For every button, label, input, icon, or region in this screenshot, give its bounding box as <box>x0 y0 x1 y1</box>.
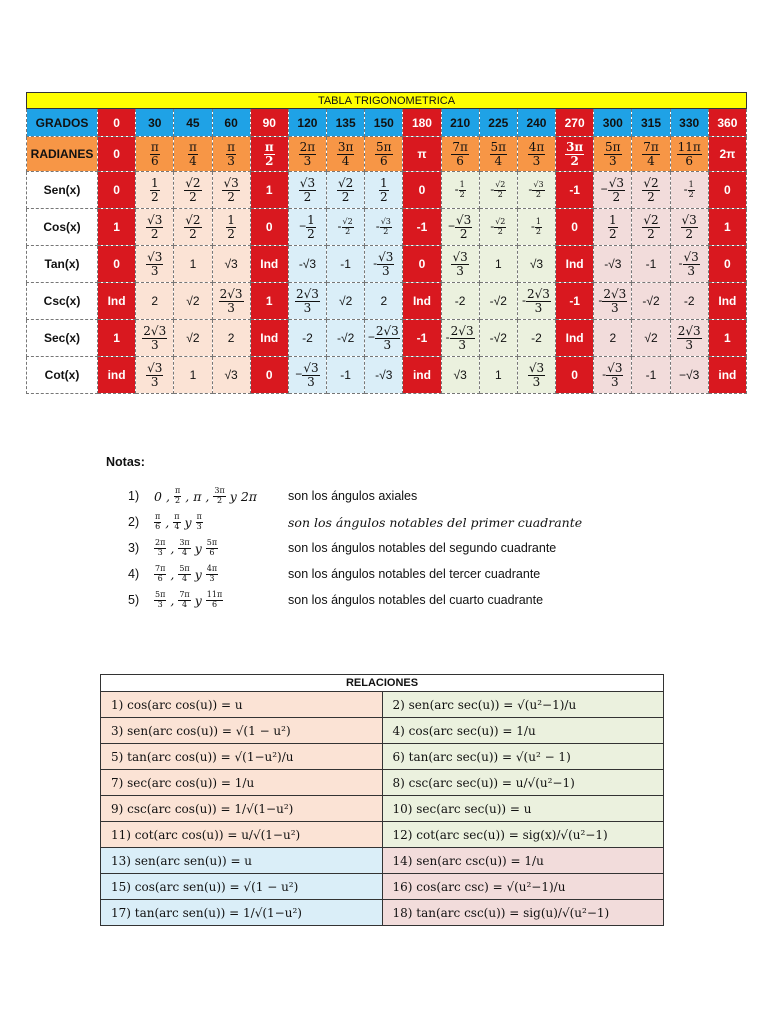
trig-value-cell: Ind <box>98 283 136 320</box>
relation-row <box>101 796 664 822</box>
trig-value-cell: ind <box>403 357 441 394</box>
grados-cell: 90 <box>250 109 288 137</box>
relation-formula: 6) tan(arc sec(u)) = √(u² − 1) <box>382 744 664 770</box>
trig-row-label: Cot(x) <box>27 357 98 394</box>
trig-value-cell: $\frac{2√3}{3}$ <box>288 283 326 320</box>
trig-value-cell: -√2 <box>479 320 517 357</box>
radianes-cell: $\frac{5\pi}{4}$ <box>479 137 517 172</box>
note-number: 1) <box>128 489 140 503</box>
trig-row-cscx <box>27 283 747 320</box>
grados-row <box>27 109 747 137</box>
radianes-cell: $\frac{5\pi}{3}$ <box>594 137 632 172</box>
trig-value-cell: $\frac{√3}{3}$ <box>136 246 174 283</box>
trig-value-cell: $\frac{√2}{2}$ <box>174 172 212 209</box>
trig-value-cell: 1 <box>174 246 212 283</box>
trig-value-cell: - $\frac{√3}{2}$ <box>365 209 403 246</box>
trig-value-cell: - $\frac{1}{2}$ <box>670 172 708 209</box>
grados-cell: 315 <box>632 109 670 137</box>
trig-value-cell: $\frac{1}{2}$ <box>212 209 250 246</box>
radianes-row <box>27 137 747 172</box>
grados-cell: 0 <box>98 109 136 137</box>
radianes-cell: $\frac{4\pi}{3}$ <box>517 137 555 172</box>
relation-formula: 13) sen(arc sen(u)) = u <box>101 848 383 874</box>
trig-row-label: Cos(x) <box>27 209 98 246</box>
note-number: 4) <box>128 567 140 581</box>
trig-value-cell: √2 <box>327 283 365 320</box>
relation-formula: 7) sec(arc cos(u)) = 1/u <box>101 770 383 796</box>
grados-cell: 300 <box>594 109 632 137</box>
trig-value-cell: 0 <box>708 172 746 209</box>
trig-value-cell: $\frac{1}{2}$ <box>136 172 174 209</box>
trig-value-cell: 0 <box>403 172 441 209</box>
trig-value-cell: 0 <box>98 246 136 283</box>
trig-value-cell: -2 <box>670 283 708 320</box>
relation-formula: 1) cos(arc cos(u)) = u <box>101 692 383 718</box>
grados-cell: 120 <box>288 109 326 137</box>
trig-value-cell: -√3 <box>288 246 326 283</box>
trig-value-cell: - $\frac{√3}{3}$ <box>594 357 632 394</box>
grados-cell: 210 <box>441 109 479 137</box>
notes-heading: Notas: <box>106 455 145 469</box>
trig-value-cell: -1 <box>403 209 441 246</box>
relation-formula: 17) tan(arc sen(u)) = 1/√(1−u²) <box>101 900 383 926</box>
relation-row <box>101 900 664 926</box>
trig-value-cell: $\frac{√2}{2}$ <box>632 209 670 246</box>
trig-value-cell: 0 <box>556 357 594 394</box>
trig-value-cell: − $\frac{1}{2}$ <box>288 209 326 246</box>
trig-value-cell: Ind <box>403 283 441 320</box>
trig-value-cell: Ind <box>250 246 288 283</box>
trig-value-cell: $\frac{√2}{2}$ <box>632 172 670 209</box>
trig-value-cell: 1 <box>708 209 746 246</box>
note-text: son los ángulos notables del primer cuadrante <box>288 514 583 530</box>
note-text: son los ángulos notables del tercer cuadrante <box>288 567 541 581</box>
trig-value-cell: Ind <box>556 320 594 357</box>
trig-value-cell: ind <box>98 357 136 394</box>
relation-formula: 12) cot(arc sec(u)) = sig(x)/√(u²−1) <box>382 822 664 848</box>
trig-value-cell: $\frac{√3}{3}$ <box>136 357 174 394</box>
trig-value-cell: Ind <box>250 320 288 357</box>
grados-cell: 360 <box>708 109 746 137</box>
radianes-cell: 0 <box>98 137 136 172</box>
trig-value-cell: -√2 <box>632 283 670 320</box>
trig-value-cell: $\frac{1}{2}$ <box>594 209 632 246</box>
relation-formula: 3) sen(arc cos(u)) = √(1 − u²) <box>101 718 383 744</box>
trig-value-cell: 0 <box>556 209 594 246</box>
trig-value-cell: $\frac{2√3}{3}$ <box>136 320 174 357</box>
trig-value-cell: - $\frac{√2}{2}$ <box>479 172 517 209</box>
grados-cell: 330 <box>670 109 708 137</box>
trig-row-label: Csc(x) <box>27 283 98 320</box>
grados-cell: 30 <box>136 109 174 137</box>
relation-formula: 11) cot(arc cos(u)) = u/√(1−u²) <box>101 822 383 848</box>
relation-row <box>101 770 664 796</box>
trig-value-cell: $\frac{1}{2}$ <box>365 172 403 209</box>
trig-value-cell: √3 <box>212 357 250 394</box>
table-title: TABLA TRIGONOMETRICA <box>27 93 747 109</box>
radianes-cell: $\frac{11\pi}{6}$ <box>670 137 708 172</box>
trig-value-cell: - $\frac{√3}{3}$ <box>670 246 708 283</box>
note-text: son los ángulos axiales <box>288 489 418 503</box>
trig-value-cell: -1 <box>632 357 670 394</box>
trig-value-cell: 0 <box>250 209 288 246</box>
trig-row-tanx <box>27 246 747 283</box>
trig-row-senx <box>27 172 747 209</box>
trig-value-cell: 1 <box>250 283 288 320</box>
trig-value-cell: √2 <box>174 283 212 320</box>
relations-heading: RELACIONES <box>101 675 664 692</box>
trig-value-cell: $\frac{√3}{3}$ <box>441 246 479 283</box>
grados-cell: 60 <box>212 109 250 137</box>
trig-value-cell: $\frac{√3}{2}$ <box>136 209 174 246</box>
radianes-cell: $\frac{\pi}{3}$ <box>212 137 250 172</box>
radianes-cell: $\frac{3\pi}{4}$ <box>327 137 365 172</box>
trig-value-cell: $\frac{2√3}{3}$ <box>212 283 250 320</box>
radianes-cell: $\frac{2\pi}{3}$ <box>288 137 326 172</box>
trig-value-cell: $\frac{2√3}{3}$ <box>670 320 708 357</box>
trig-row-cosx <box>27 209 747 246</box>
trig-value-cell: -√2 <box>479 283 517 320</box>
trig-row-label: Sen(x) <box>27 172 98 209</box>
trig-value-cell: − $\frac{2√3}{3}$ <box>365 320 403 357</box>
trig-value-cell: - $\frac{1}{2}$ <box>517 209 555 246</box>
note-angles: $\frac{\pi}{6}$ , $\frac{\pi}{4}$ y $\frac{\pi}{3}$ <box>155 512 202 531</box>
trig-value-cell: 1 <box>479 357 517 394</box>
relation-formula: 15) cos(arc sen(u)) = √(1 − u²) <box>101 874 383 900</box>
note-item <box>106 535 666 561</box>
trig-value-cell: -1 <box>632 246 670 283</box>
trig-value-cell: -1 <box>556 283 594 320</box>
table-title-row <box>27 93 747 109</box>
note-angles: $\frac{5\pi}{3}$ , $\frac{7\pi}{4}$ y $\frac{11\pi}{6}$ <box>155 590 223 609</box>
trig-value-cell: 2 <box>365 283 403 320</box>
notes-section <box>106 455 666 613</box>
trig-value-cell: -√2 <box>327 320 365 357</box>
radianes-cell: 2π <box>708 137 746 172</box>
grados-cell: 45 <box>174 109 212 137</box>
trig-value-cell: − $\frac{√3}{2}$ <box>594 172 632 209</box>
trig-value-cell: -1 <box>327 246 365 283</box>
trig-table <box>26 92 747 394</box>
radianes-cell: $\frac{\pi}{2}$ <box>250 137 288 172</box>
trig-value-cell: - $\frac{√2}{2}$ <box>327 209 365 246</box>
relation-row <box>101 848 664 874</box>
relation-formula: 5) tan(arc cos(u)) = √(1−u²)/u <box>101 744 383 770</box>
radianes-cell: $\frac{7\pi}{4}$ <box>632 137 670 172</box>
relation-formula: 2) sen(arc sec(u)) = √(u²−1)/u <box>382 692 664 718</box>
note-number: 2) <box>128 515 140 529</box>
trig-value-cell: √3 <box>517 246 555 283</box>
trig-value-cell: -1 <box>556 172 594 209</box>
grados-cell: 225 <box>479 109 517 137</box>
trig-value-cell: -2 <box>517 320 555 357</box>
trig-value-cell: − $\frac{√3}{3}$ <box>288 357 326 394</box>
grados-cell: 150 <box>365 109 403 137</box>
note-item <box>106 483 666 509</box>
radianes-cell: $\frac{\pi}{6}$ <box>136 137 174 172</box>
trig-value-cell: -√3 <box>365 357 403 394</box>
trig-value-cell: 1 <box>98 320 136 357</box>
trig-value-cell: 2 <box>136 283 174 320</box>
trig-value-cell: $\frac{√3}{3}$ <box>517 357 555 394</box>
relation-formula: 8) csc(arc sec(u)) = u/√(u²−1) <box>382 770 664 796</box>
trig-value-cell: √3 <box>212 246 250 283</box>
note-text: son los ángulos notables del cuarto cuadrante <box>288 593 544 607</box>
trig-value-cell: 1 <box>250 172 288 209</box>
trig-value-cell: 0 <box>250 357 288 394</box>
relation-row <box>101 822 664 848</box>
radianes-cell: $\frac{7\pi}{6}$ <box>441 137 479 172</box>
note-angles: $\frac{7\pi}{6}$ , $\frac{5\pi}{4}$ y $\frac{4\pi}{3}$ <box>155 564 218 583</box>
radianes-cell: $\frac{\pi}{4}$ <box>174 137 212 172</box>
grados-cell: 135 <box>327 109 365 137</box>
note-item <box>106 561 666 587</box>
trig-value-cell: √3 <box>441 357 479 394</box>
trig-value-cell: 1 <box>174 357 212 394</box>
relation-row <box>101 692 664 718</box>
trig-value-cell: - $\frac{√3}{2}$ <box>517 172 555 209</box>
trig-value-cell: 1 <box>708 320 746 357</box>
trig-value-cell: - $\frac{2√3}{3}$ <box>594 283 632 320</box>
trig-value-cell: $\frac{√2}{2}$ <box>174 209 212 246</box>
trig-value-cell: 0 <box>98 172 136 209</box>
grados-cell: 180 <box>403 109 441 137</box>
trig-value-cell: - $\frac{2√3}{3}$ <box>517 283 555 320</box>
trig-value-cell: √2 <box>632 320 670 357</box>
radianes-label: RADIANES <box>27 137 98 172</box>
trig-value-cell: - $\frac{1}{2}$ <box>441 172 479 209</box>
trig-value-cell: ind <box>708 357 746 394</box>
trig-value-cell: - $\frac{2√3}{3}$ <box>441 320 479 357</box>
relations-heading-row <box>101 675 664 692</box>
relations-table <box>100 674 664 926</box>
grados-cell: 270 <box>556 109 594 137</box>
trig-value-cell: -2 <box>441 283 479 320</box>
relation-formula: 10) sec(arc sec(u)) = u <box>382 796 664 822</box>
trig-value-cell: -2 <box>288 320 326 357</box>
note-item <box>106 587 666 613</box>
grados-cell: 240 <box>517 109 555 137</box>
note-item <box>106 509 666 535</box>
trig-value-cell: − $\frac{√3}{2}$ <box>441 209 479 246</box>
relation-formula: 9) csc(arc cos(u)) = 1/√(1−u²) <box>101 796 383 822</box>
note-angles: 0 , $\frac{\pi}{2}$ , π , $\frac{3\pi}{2}$ y 2π <box>154 486 257 505</box>
trig-value-cell: -1 <box>327 357 365 394</box>
relation-row <box>101 874 664 900</box>
trig-value-cell: Ind <box>556 246 594 283</box>
note-angles: $\frac{2\pi}{3}$ , $\frac{3\pi}{4}$ y $\frac{5\pi}{6}$ <box>155 538 218 557</box>
trig-row-secx <box>27 320 747 357</box>
trig-value-cell: 2 <box>212 320 250 357</box>
relation-row <box>101 718 664 744</box>
radianes-cell: π <box>403 137 441 172</box>
relation-formula: 4) cos(arc sec(u)) = 1/u <box>382 718 664 744</box>
trig-value-cell: Ind <box>708 283 746 320</box>
radianes-cell: $\frac{3\pi}{2}$ <box>556 137 594 172</box>
trig-value-cell: 1 <box>98 209 136 246</box>
trig-value-cell: -√3 <box>594 246 632 283</box>
trig-value-cell: $\frac{√2}{2}$ <box>327 172 365 209</box>
note-number: 5) <box>128 593 140 607</box>
trig-value-cell: −√3 <box>670 357 708 394</box>
radianes-cell: $\frac{5\pi}{6}$ <box>365 137 403 172</box>
trig-value-cell: 1 <box>479 246 517 283</box>
trig-row-label: Tan(x) <box>27 246 98 283</box>
trig-value-cell: - $\frac{√3}{3}$ <box>365 246 403 283</box>
trig-value-cell: 2 <box>594 320 632 357</box>
relation-formula: 16) cos(arc csc) = √(u²−1)/u <box>382 874 664 900</box>
trig-value-cell: -1 <box>403 320 441 357</box>
trig-value-cell: - $\frac{√2}{2}$ <box>479 209 517 246</box>
note-text: son los ángulos notables del segundo cuadrante <box>288 541 557 555</box>
trig-value-cell: 0 <box>403 246 441 283</box>
trig-value-cell: 0 <box>708 246 746 283</box>
relation-formula: 18) tan(arc csc(u)) = sig(u)/√(u²−1) <box>382 900 664 926</box>
note-number: 3) <box>128 541 140 555</box>
trig-value-cell: $\frac{√3}{2}$ <box>212 172 250 209</box>
trig-row-cotx <box>27 357 747 394</box>
trig-row-label: Sec(x) <box>27 320 98 357</box>
grados-label: GRADOS <box>27 109 98 137</box>
relation-row <box>101 744 664 770</box>
relation-formula: 14) sen(arc csc(u)) = 1/u <box>382 848 664 874</box>
trig-value-cell: √2 <box>174 320 212 357</box>
trig-value-cell: $\frac{√3}{2}$ <box>670 209 708 246</box>
trig-value-cell: $\frac{√3}{2}$ <box>288 172 326 209</box>
